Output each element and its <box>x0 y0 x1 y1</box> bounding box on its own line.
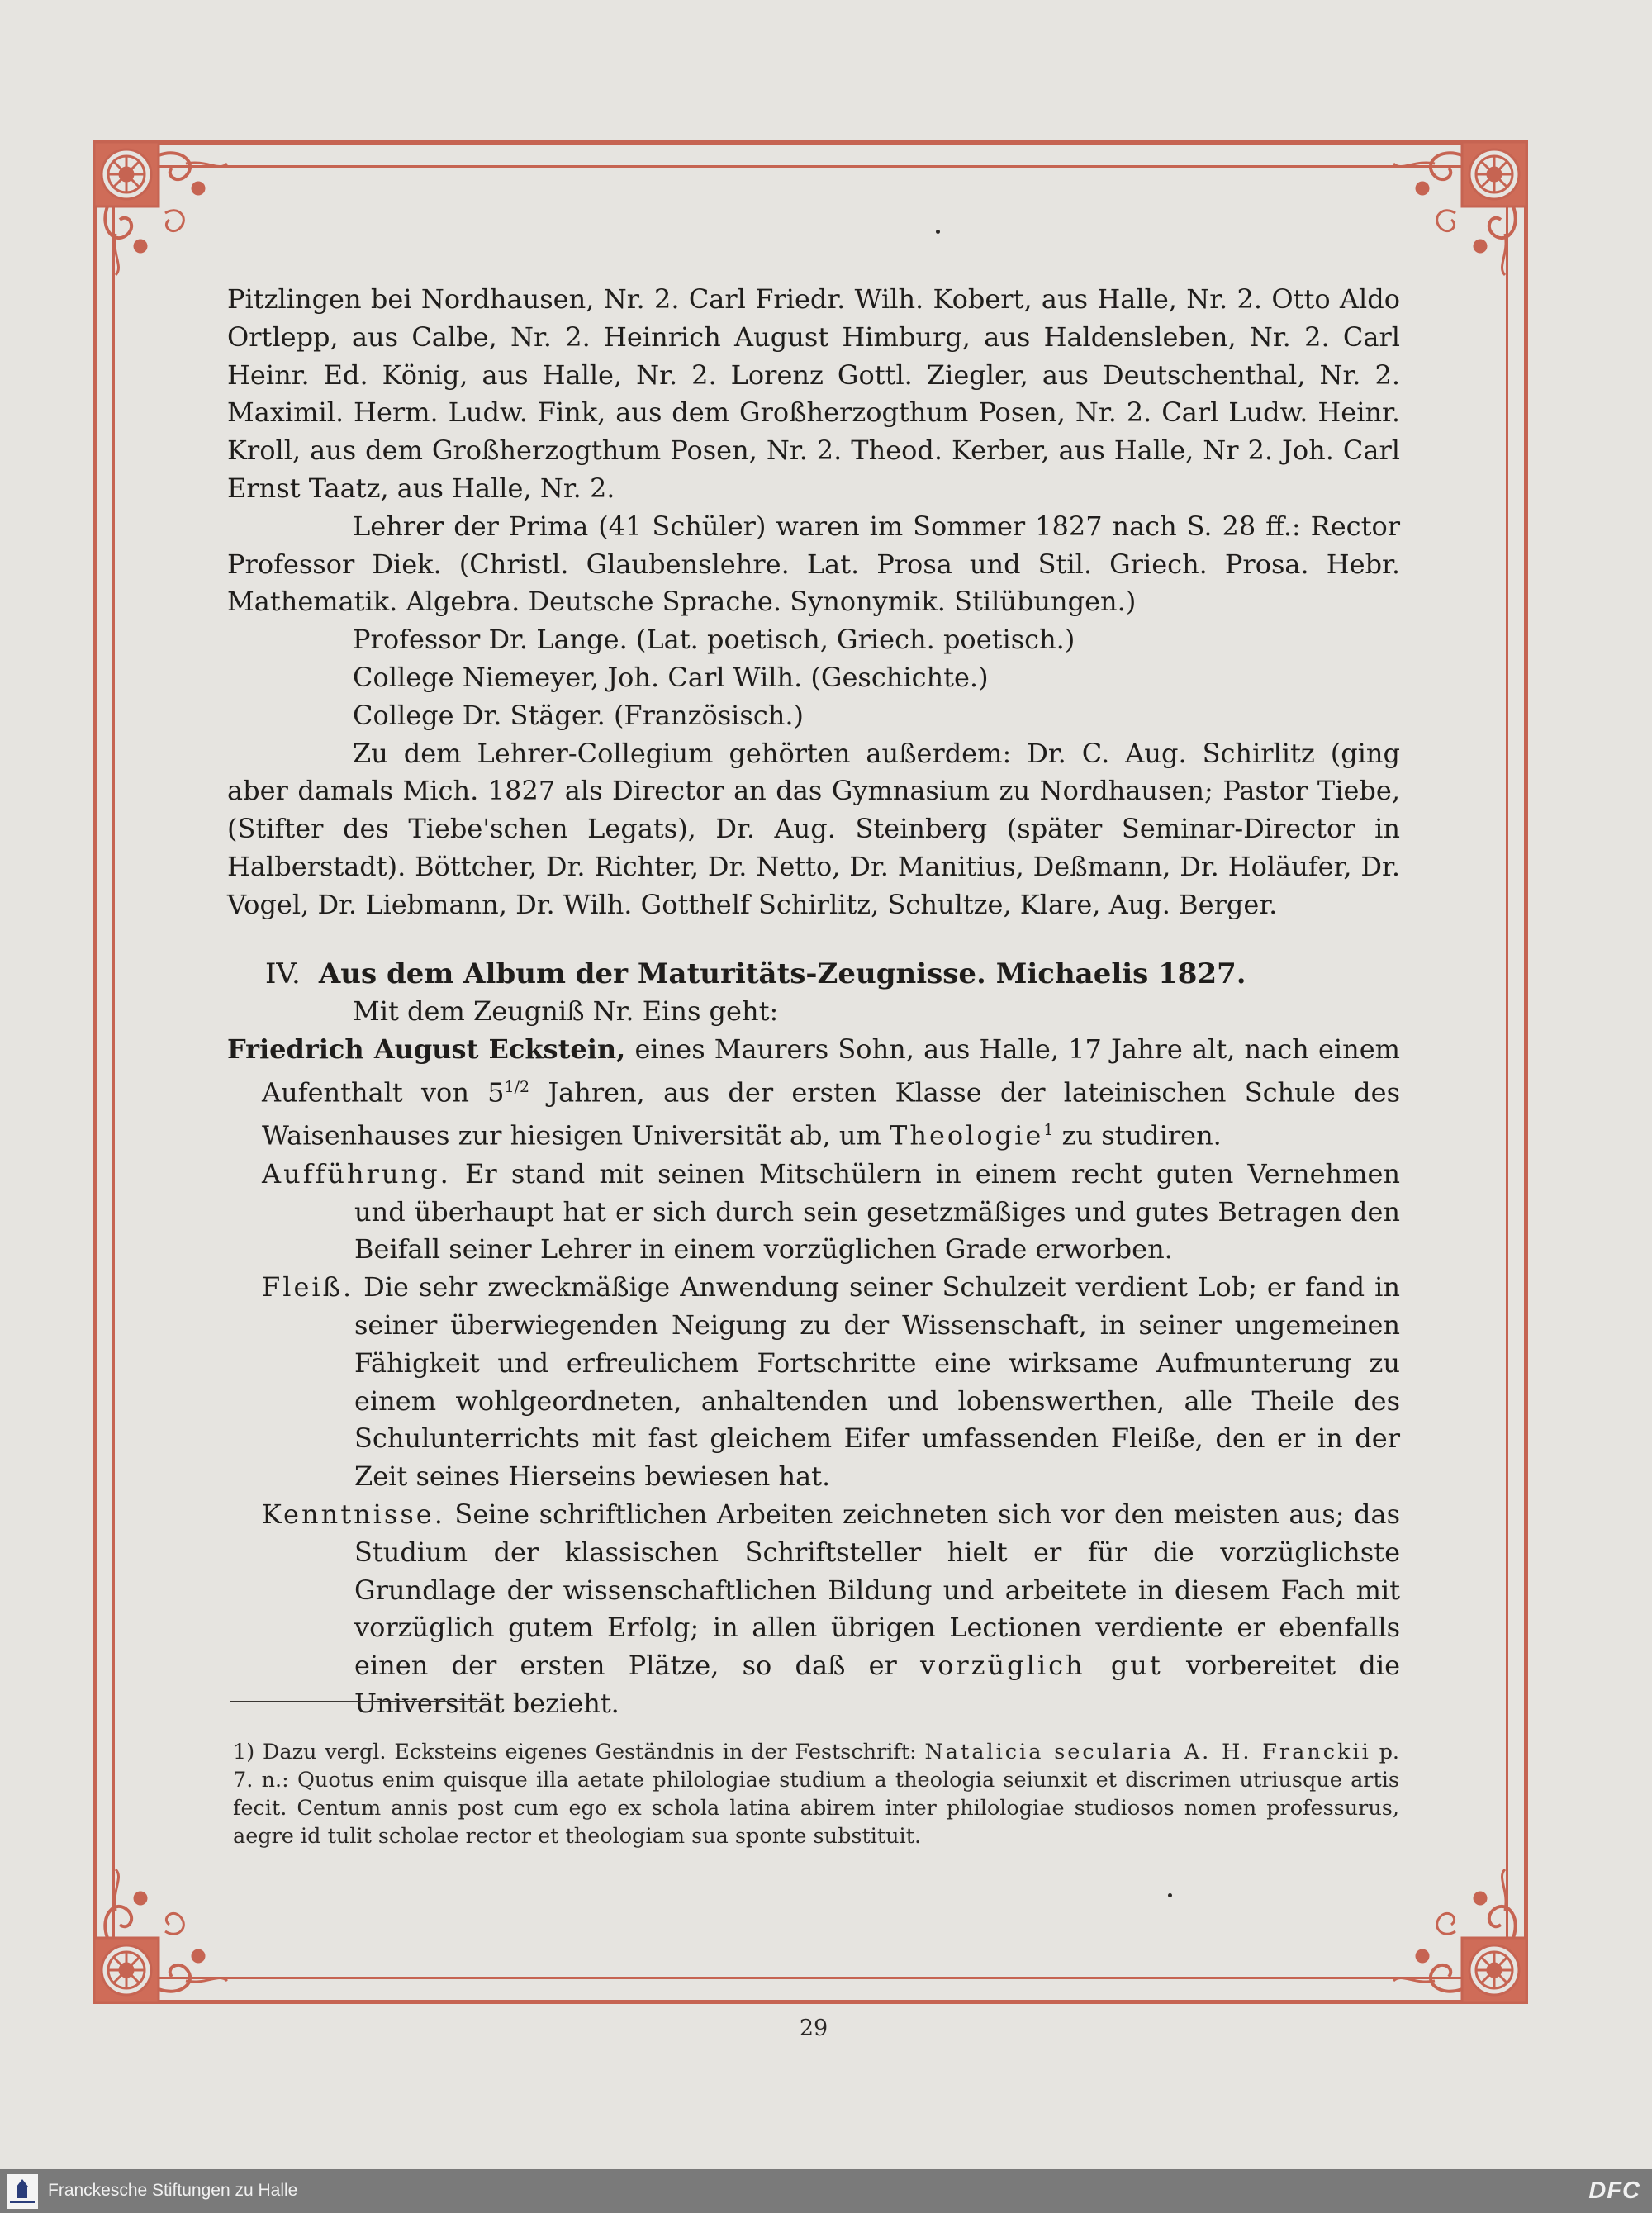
rosette-ornament-icon <box>83 131 240 287</box>
entry-text: zu studiren. <box>1053 1120 1222 1152</box>
diligence-text: Die sehr zweckmäßige Anwendung seiner Schulzeit verdient Lob; er fand in seiner überwiegenden Neigung zu der Wissenschaft, in seiner ungemeinen Fähigkeit und erfreulichem Fortschritte eine wirksame Aufmunterung zu einem wohlgeordneten, anhaltenden und lobenswerthen, alle Theile des Schulunterrichts mit fast gleichem Eifer umfassenden Fleiße, den er in der Zeit seines Hierseins bewiesen hat. <box>354 1271 1400 1493</box>
viewer-footer-bar <box>0 2169 1652 2213</box>
theology-word: Theologie <box>890 1120 1044 1152</box>
franckesche-stiftungen-logo-icon[interactable] <box>7 2174 38 2209</box>
fraction: 1/2 <box>504 1077 530 1096</box>
teacher-line: Professor Dr. Lange. (Lat. poetisch, Griech. poetisch.) <box>353 624 1075 656</box>
conduct-entry <box>262 1156 1400 1269</box>
teacher-line: College Niemeyer, Joh. Carl Wilh. (Geschichte.) <box>353 661 989 693</box>
certificate-entry <box>227 1031 1400 1156</box>
knowledge-label: Kenntnisse. <box>262 1498 445 1531</box>
dfc-logo[interactable]: DFC <box>1588 2177 1640 2204</box>
diligence-entry <box>262 1269 1400 1496</box>
footnote-title: Natalicia secularia A. H. Franckii <box>924 1740 1371 1764</box>
conduct-label: Aufführung. <box>262 1157 451 1190</box>
emphasis-text: vorzüglich gut <box>920 1650 1163 1682</box>
student-name: Friedrich August Eckstein, <box>227 1033 626 1066</box>
footnote-lead: 1) Dazu vergl. Ecksteins eigenes Geständnis in der Festschrift: <box>233 1740 925 1764</box>
student-list-paragraph: Pitzlingen bei Nordhausen, Nr. 2. Carl Friedr. Wilh. Kobert, aus Halle, Nr. 2. Otto Aldo Ortlepp, aus Calbe, Nr. 2. Heinrich August Himburg, aus Haldensleben, Nr. 2. Carl Heinr. Ed. König, aus Halle, Nr. 2. Lorenz Gottl. Ziegler, aus Deutschenthal, Nr. 2. Maximil. Herm. Ludw. Fink, aus dem Großherzogthum Posen, Nr. 2. Carl Ludw. Heinr. Kroll, aus dem Großherzogthum Posen, Nr. 2. Theod. Kerber, aus Halle, Nr 2. Joh. Carl Ernst Taatz, aus Halle, Nr. 2. <box>227 283 1400 504</box>
ink-speck <box>1168 1893 1172 1897</box>
ink-speck <box>936 230 940 234</box>
conduct-text: Er stand mit seinen Mitschülern in einem recht guten Vernehmen und überhaupt hat er sich durch sein gesetzmäßiges und gutes Betragen den Beifall seiner Lehrer in einem vorzüglichen Grade erworben. <box>354 1157 1400 1266</box>
entry-text: eines Maurers Sohn, aus Halle, 17 Jahre alt, nach einem Aufenthalt von 5 <box>262 1033 1401 1109</box>
institution-link[interactable]: Franckesche Stiftungen zu Halle <box>48 2181 298 2200</box>
footnote-text: p. 7. n.: Quotus enim quisque illa aetate philologiae studium a theologia seiunxit et discrimen utriusque artis fecit. Centum annis post cum ego ex schola latina abirem inter philologiae studiosos nomen professurus, aegre id tulit scholae rector et theologiam sua sponte substituit. <box>233 1740 1400 1849</box>
rosette-ornament-icon <box>1381 131 1538 287</box>
teacher-line: College Dr. Stäger. (Französisch.) <box>353 699 804 731</box>
footnote-mark: 1 <box>1043 1121 1054 1140</box>
rosette-ornament-icon <box>83 1857 240 2014</box>
footnote-divider <box>230 1701 487 1702</box>
diligence-label: Fleiß. <box>262 1271 354 1304</box>
section-heading <box>265 956 1400 994</box>
footnote <box>233 1738 1399 1850</box>
knowledge-text: vorbereitet die Universität bezieht. <box>354 1650 1401 1719</box>
collegium-paragraph: Zu dem Lehrer-Collegium gehörten außerdem: Dr. C. Aug. Schirlitz (ging aber damals Mich. 1827 als Director an das Gymnasium zu Nordhausen; Pastor Tiebe, (Stifter des Tiebe'schen Legats), Dr. Aug. Steinberg (später Seminar-Director in Halberstadt). Böttcher, Dr. Richter, Dr. Netto, Dr. Manitius, Deßmann, Dr. Holäufer, Dr. Vogel, Dr. Liebmann, Dr. Wilh. Gotthelf Schirlitz, Schultze, Klare, Aug. Berger. <box>227 737 1400 920</box>
section-number: IV. <box>265 957 301 990</box>
knowledge-entry <box>262 1496 1400 1723</box>
section-title: Aus dem Album der Maturitäts-Zeugnisse. Michaelis 1827. <box>318 957 1246 990</box>
rosette-ornament-icon <box>1381 1857 1538 2014</box>
page-number: 29 <box>799 2016 828 2041</box>
intro-line: Mit dem Zeugniß Nr. Eins geht: <box>353 995 779 1028</box>
knowledge-text: Seine schriftlichen Arbeiten zeichneten sich vor den meisten aus; das Studium der klassischen Schriftsteller hielt er für die vorzüglichste Grundlage der wissenschaftlichen Bildung und arbeitete in diesem Fach mit vorzüglich gutem Erfolg; in allen übrigen Lectionen verdiente er ebenfalls einen der ersten Plätze, so daß er <box>354 1498 1400 1682</box>
teachers-paragraph: Lehrer der Prima (41 Schüler) waren im Sommer 1827 nach S. 28 ff.: Rector Professor Diek. (Christl. Glaubenslehre. Lat. Prosa und Stil. Griech. Prosa. Hebr. Mathematik. Algebra. Deutsche Sprache. Synonymik. Stilübungen.) <box>227 510 1400 618</box>
entry-text: Jahren, aus der ersten Klasse der lateinischen Schule des Waisenhauses zur hiesigen Universität ab, um <box>262 1076 1401 1152</box>
main-text <box>227 281 1400 1723</box>
